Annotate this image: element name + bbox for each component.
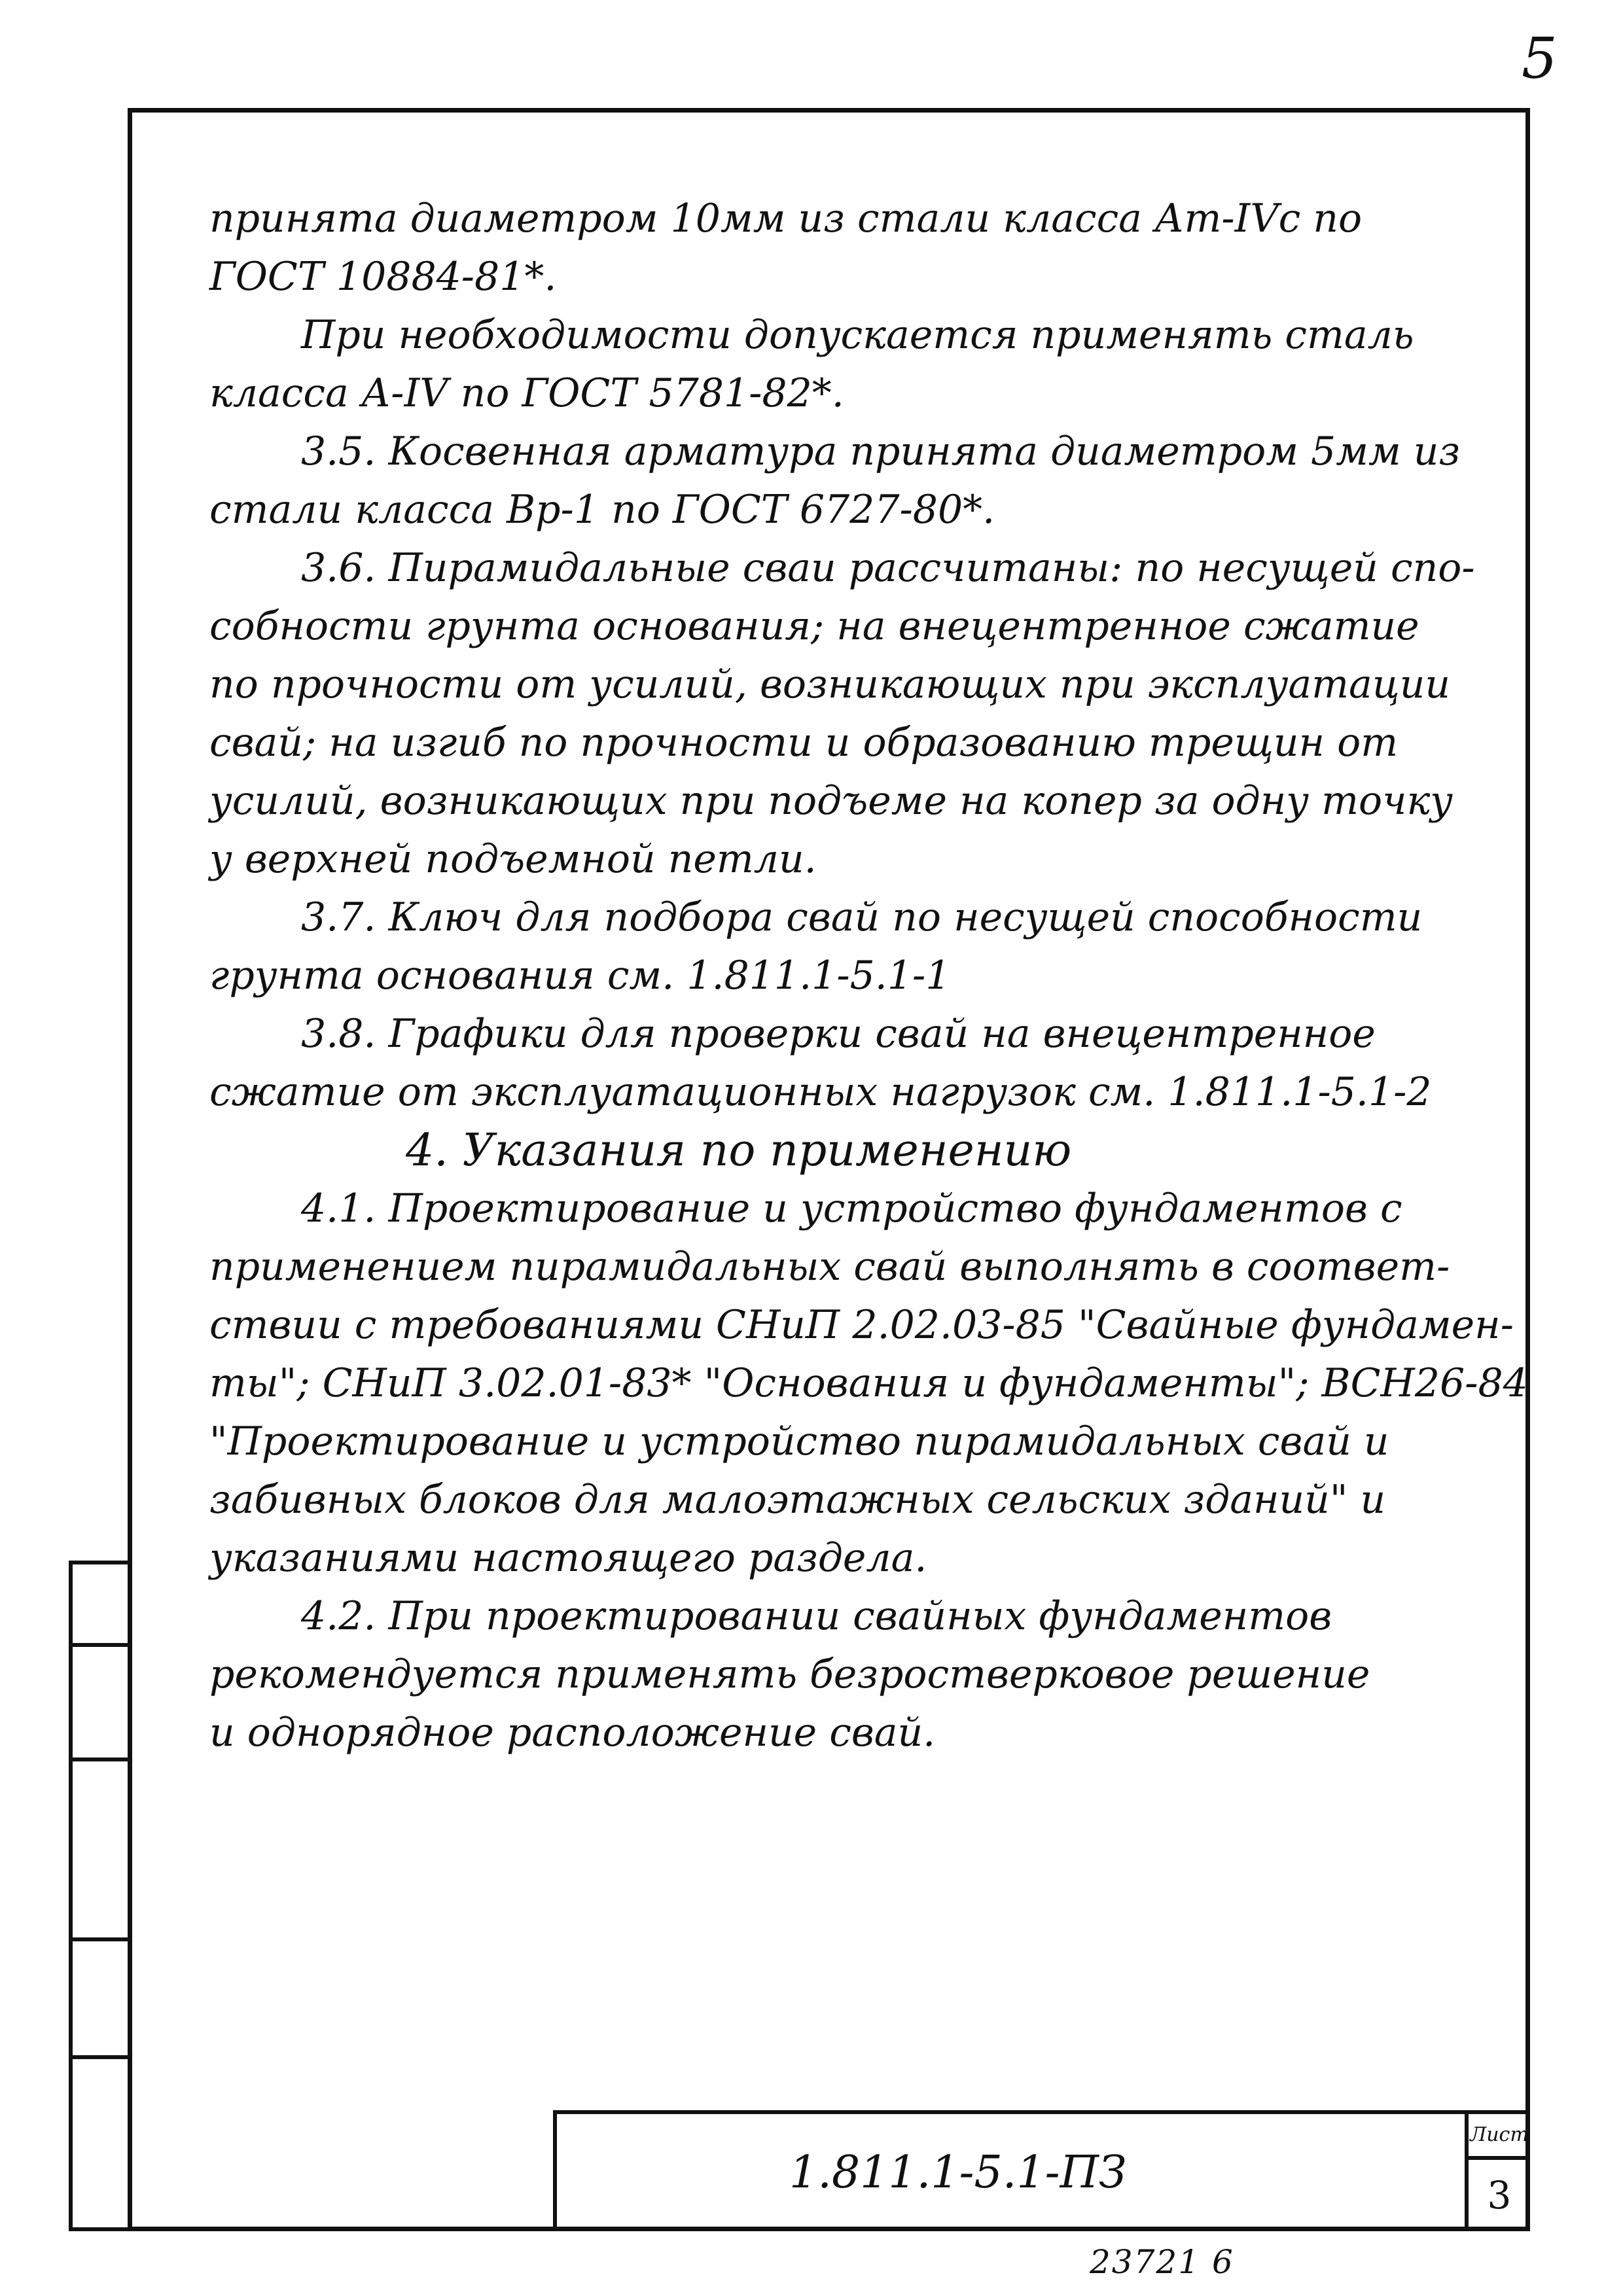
body-line: собности грунта основания; на внецентренное сжатие (209, 603, 1419, 649)
body-line: стали класса Вр-1 по ГОСТ 6727-80*. (209, 487, 995, 533)
body-line: При необходимости допускается применять сталь (301, 312, 1414, 358)
side-stamp-divider (73, 1643, 132, 1647)
side-stamp-divider (73, 2055, 132, 2059)
body-line: применением пирамидальных свай выполнять в соответ- (209, 1244, 1450, 1290)
side-stamp-divider (73, 1937, 132, 1941)
body-line: у верхней подъемной петли. (209, 836, 817, 882)
body-line: забивных блоков для малоэтажных сельских зданий" и (209, 1477, 1386, 1523)
page-number: 5 (1522, 26, 1558, 92)
body-line: 4.1. Проектирование и устройство фундаментов с (301, 1186, 1402, 1231)
side-stamp-divider (73, 1757, 132, 1761)
body-line: свай; на изгиб по прочности и образованию трещин от (209, 720, 1399, 766)
body-line: рекомендуется применять безростверковое решение (209, 1651, 1370, 1697)
body-line: ты"; СНиП 3.02.01-83* "Основания и фундаменты"; ВСН26-84 (209, 1360, 1528, 1406)
sheet-number: 3 (1487, 2173, 1512, 2217)
sheet-box (1465, 2114, 1530, 2231)
body-line: 3.8. Графики для проверки свай на внецентренное (301, 1011, 1376, 1057)
body-line: принята диаметром 10мм из стали класса Ат-IVс по (209, 196, 1363, 241)
body-line: 3.6. Пирамидальные сваи рассчитаны: по несущей спо- (301, 545, 1475, 591)
body-line: грунта основания см. 1.811.1-5.1-1 (209, 953, 951, 998)
body-line: и однорядное расположение свай. (209, 1710, 936, 1756)
body-line: 3.5. Косвенная арматура принята диаметром 5мм из (301, 429, 1461, 474)
title-block (553, 2110, 1530, 2231)
body-line: усилий, возникающих при подъеме на копер за одну точку (209, 778, 1454, 824)
body-line: ГОСТ 10884-81*. (209, 254, 557, 300)
body-line: указаниями настоящего раздела. (209, 1535, 927, 1581)
body-line: "Проектирование и устройство пирамидальных свай и (209, 1419, 1389, 1464)
body-line: 4.2. При проектировании свайных фундаментов (301, 1593, 1332, 1639)
body-line: 3.7. Ключ для подбора свай по несущей способности (301, 894, 1423, 940)
body-line: по прочности от усилий, возникающих при эксплуатации (209, 662, 1450, 707)
body-line: сжатие от эксплуатационных нагрузок см. 1.811.1-5.1-2 (209, 1069, 1432, 1115)
body-line: класса А-IV по ГОСТ 5781-82*. (209, 370, 844, 416)
body-line: ствии с требованиями СНиП 2.02.03-85 "Свайные фундамен- (209, 1302, 1514, 1348)
archive-number: 23721 6 (1090, 2243, 1234, 2281)
document-body (209, 190, 1528, 1762)
document-code: 1.811.1-5.1-ПЗ (789, 2147, 1127, 2199)
side-stamp (69, 1561, 132, 2231)
sheet-label: Лист (1469, 2114, 1530, 2160)
section-heading: 4. Указания по применению (406, 1125, 1072, 1176)
